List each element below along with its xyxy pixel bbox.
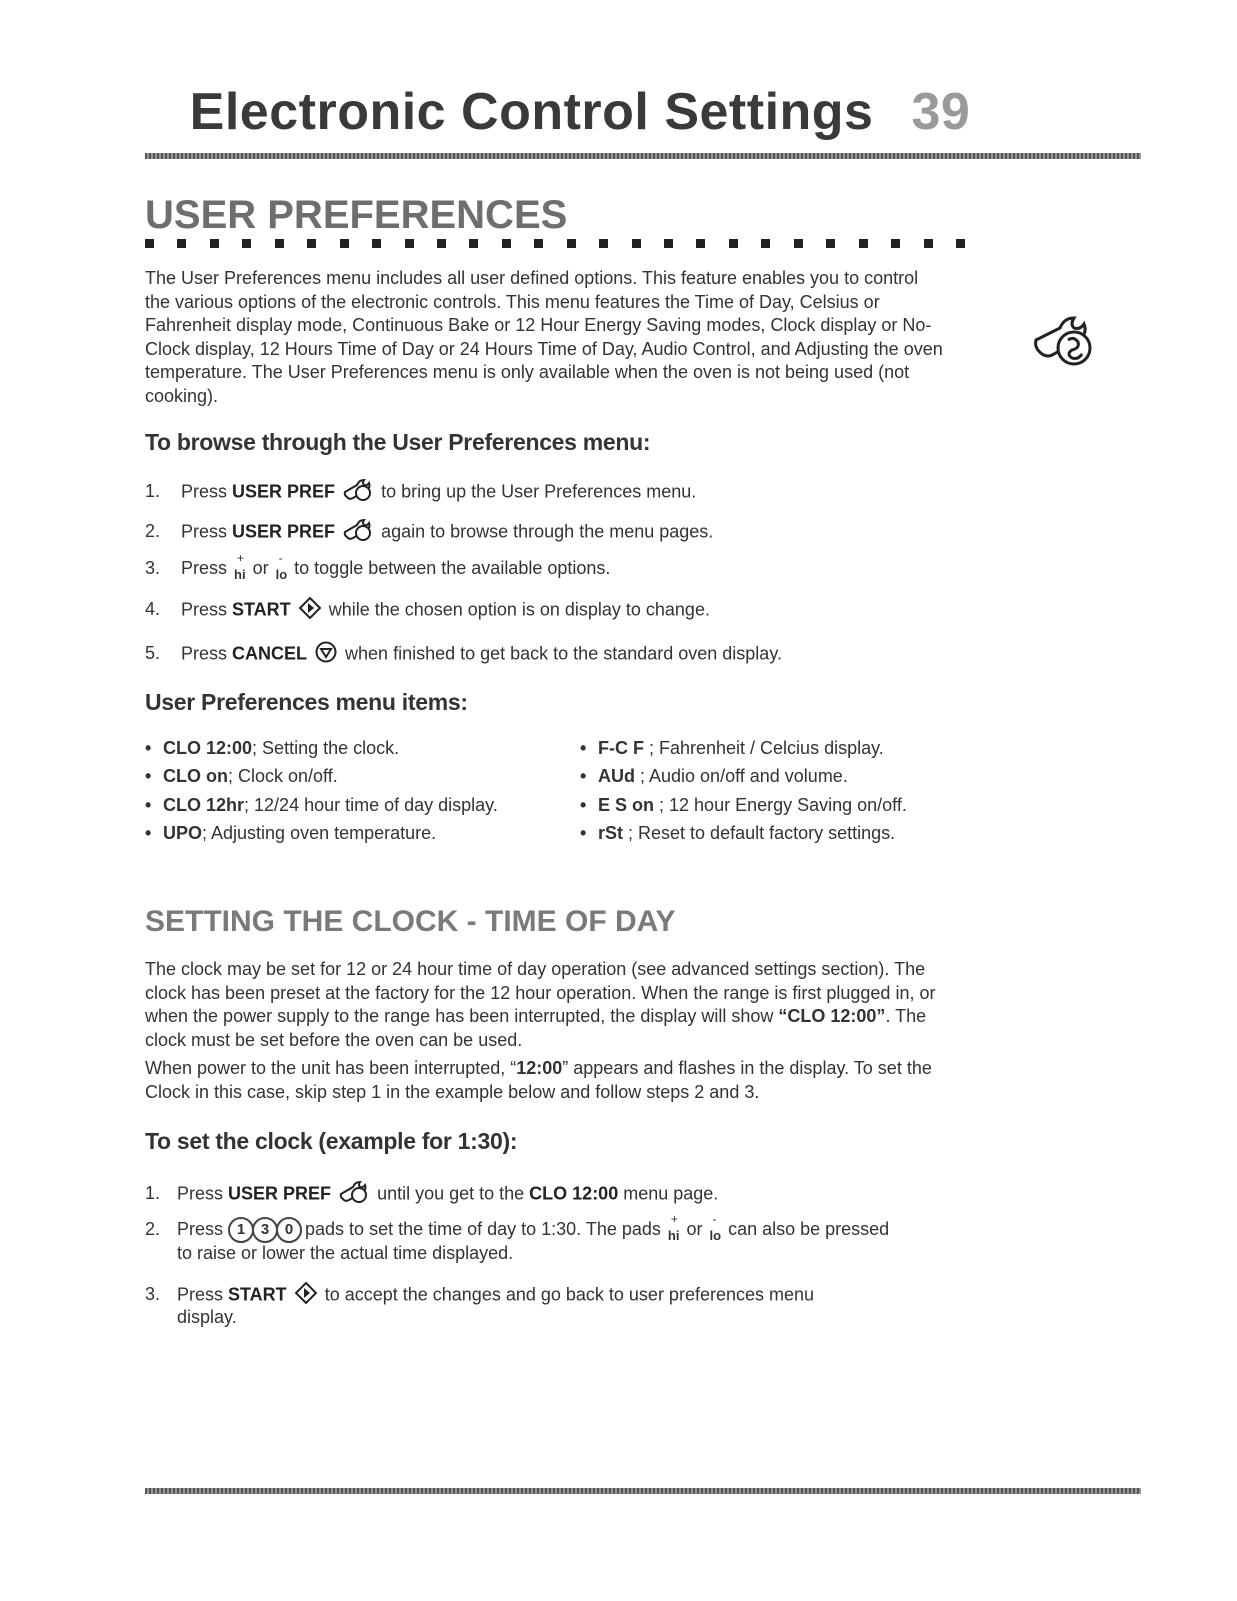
browse-step-2: 2. Press USER PREF again to browse through the menu pages. (145, 518, 713, 547)
menu-item: • CLO 12:00; Setting the clock. (145, 738, 400, 758)
browse-step-3: 3. Press + hi or - lo to toggle between the available options. (145, 551, 611, 582)
setting-clock-heading: SETTING THE CLOCK - TIME OF DAY (145, 905, 676, 938)
hi-pad-label: + hi (234, 551, 246, 582)
hi-pad-label: + hi (667, 1211, 680, 1243)
browse-heading: To browse through the User Preferences menu: (145, 429, 651, 455)
page-title (0, 82, 1160, 142)
menu-item: • CLO on; Clock on/off. (145, 766, 338, 786)
pad-1-icon: 1 (228, 1217, 254, 1243)
clock-example-heading: To set the clock (example for 1:30): (145, 1128, 518, 1154)
clock-step-3-continued: display. (177, 1307, 237, 1327)
clock-step-3: 3. Press START to accept the changes and go back to user preferences menu (145, 1282, 814, 1309)
browse-step-4: 4. Press START while the chosen option is on display to change. (145, 597, 710, 624)
clock-paragraph-2: When power to the unit has been interrupted, “12:00” appears and flashes in the display. To set the Clock in this case, skip step 1 in the example below and follow steps 2 and 3. (145, 1058, 932, 1102)
lo-pad-label: - lo (275, 551, 288, 582)
pad-0-icon: 0 (276, 1217, 302, 1243)
start-icon (295, 1282, 317, 1309)
start-icon (299, 597, 321, 624)
browse-step-5: 5. Press CANCEL when finished to get back to the standard oven display. (145, 641, 782, 668)
clock-paragraph-1: The clock may be set for 12 or 24 hour time of day operation (see advanced settings section). The clock has been preset at the factory for the 12 hour operation. When the range is first plugged in, or when the power supply to the range has been interrupted, the display will show “CLO 12:00”. The clock must be set before the oven can be used. (145, 959, 936, 1050)
user-pref-icon (339, 1180, 369, 1209)
footer-rule (145, 1488, 1141, 1494)
user-pref-large-icon (1030, 310, 1096, 373)
user-preferences-intro: The User Preferences menu includes all user defined options. This feature enables you to control the various options of the electronic controls. This menu features the Time of Day, Celsius or Fahrenheit display mode, Continuous Bake or 12 Hour Energy Saving modes, Clock display or No-Clock display, 12 Hours Time of Day or 24 Hours Time of Day, Audio Control, and Adjusting the oven temperature. The User Preferences menu is only available when the oven is not being used (not cooking). (145, 268, 943, 406)
menu-item: • CLO 12hr; 12/24 hour time of day display. (145, 795, 498, 815)
clock-step-1: 1. Press USER PREF until you get to the CLO 12:00 menu page. (145, 1180, 718, 1209)
page-title-text: Electronic Control Settings (189, 83, 874, 141)
menu-items-heading: User Preferences menu items: (145, 689, 468, 715)
menu-item: • AUd ; Audio on/off and volume. (580, 766, 848, 786)
clock-step-2-continued: to raise or lower the actual time displayed. (177, 1243, 514, 1263)
user-pref-icon (343, 478, 373, 507)
browse-step-1: 1. Press USER PREF to bring up the User Preferences menu. (145, 478, 696, 507)
cancel-icon (315, 641, 337, 668)
page-number: 39 (911, 83, 971, 141)
user-pref-icon (343, 518, 373, 547)
header-rule (145, 153, 1141, 159)
pad-3-icon: 3 (252, 1217, 278, 1243)
user-preferences-heading: USER PREFERENCES (145, 193, 568, 237)
square-divider (145, 239, 965, 251)
menu-item: • E S on ; 12 hour Energy Saving on/off. (580, 795, 907, 815)
clock-step-2: 2. Press 1 3 0 pads to set the time of day to 1:30. The pads + hi or - lo can also be pressed (145, 1211, 890, 1243)
menu-item: • F-C F ; Fahrenheit / Celcius display. (580, 738, 884, 758)
menu-item: • rSt ; Reset to default factory settings. (580, 823, 896, 843)
menu-item: • UPO; Adjusting oven temperature. (145, 823, 437, 843)
lo-pad-label: - lo (709, 1211, 722, 1243)
